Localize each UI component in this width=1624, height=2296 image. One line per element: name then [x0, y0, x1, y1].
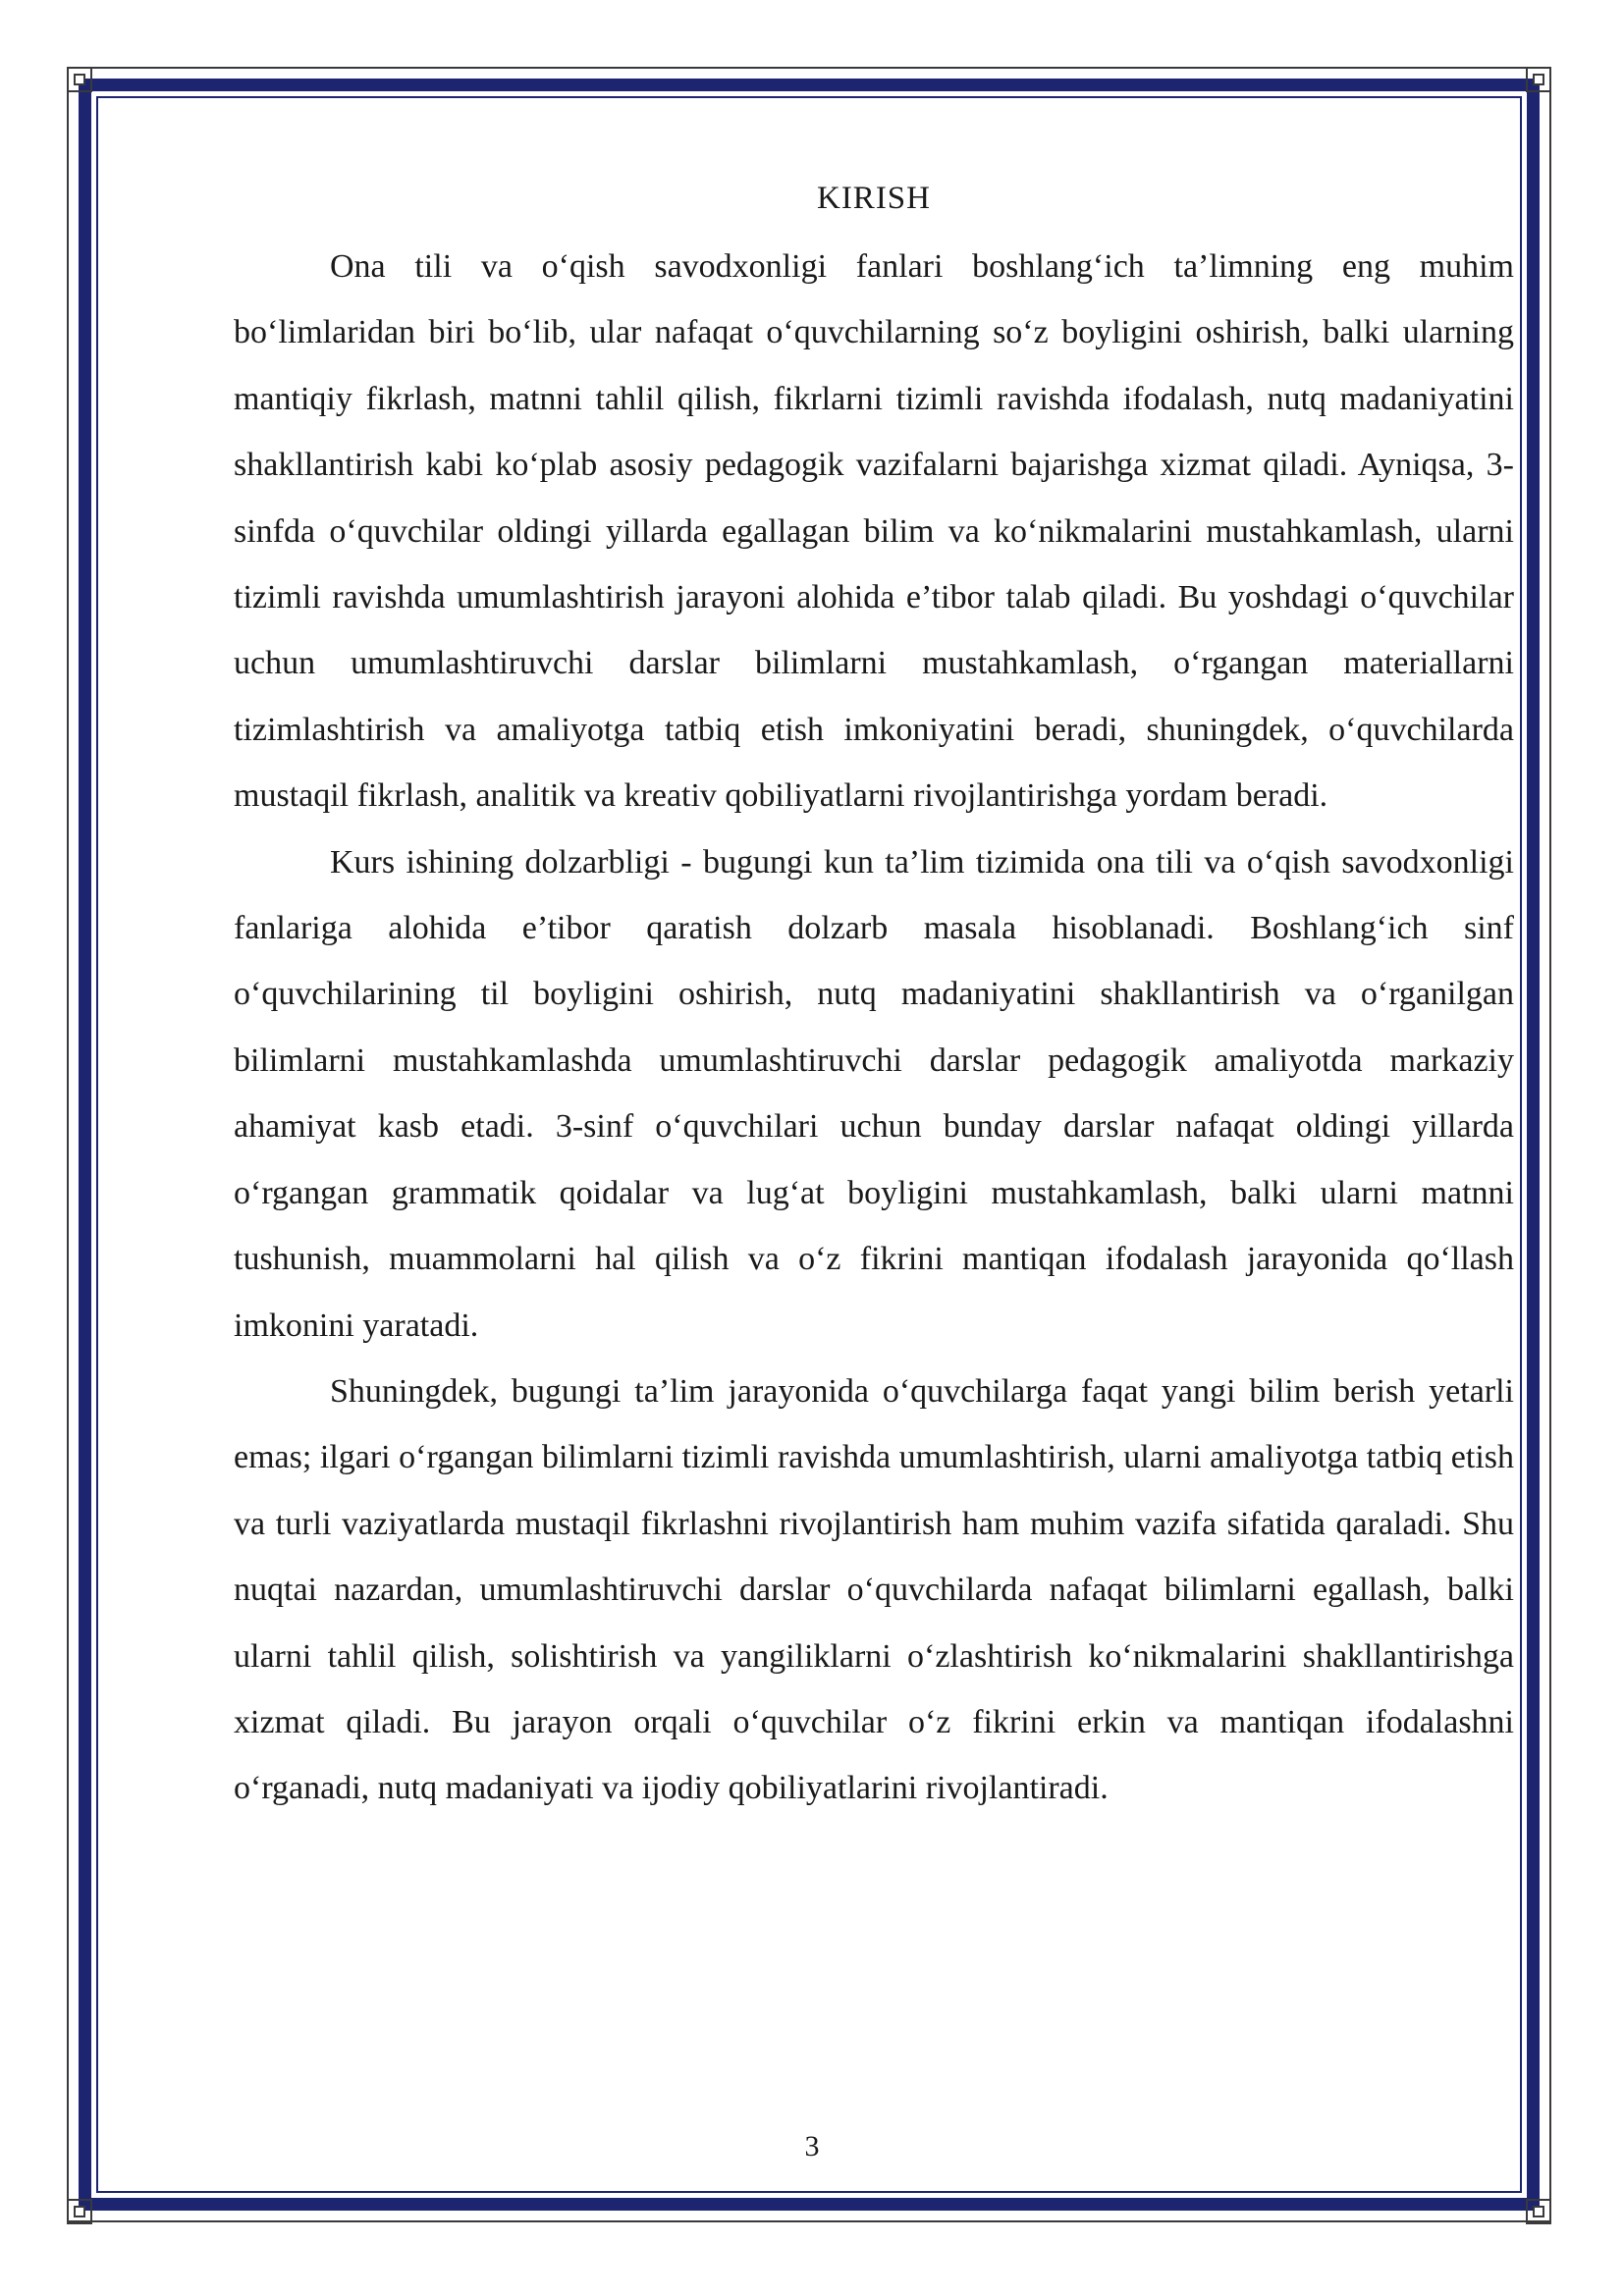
section-title: KIRISH: [816, 181, 931, 216]
paragraph: Kurs ishining dolzarbligi - bugungi kun ta’lim tizimida ona tili va o‘qish savodxonligi fanlariga alohida e’tibor qaratish dolzarb masala hisoblanadi. Boshlang‘ich sinf o‘quvchilarining til boyligini oshirish, nutq madaniyatini shakllantirish va o‘rganilgan bilimlarni mustahkamlashda umumlashtiruvchi darslar pedagogik amaliyotda markaziy ahamiyat kasb etadi. 3-sinf o‘quvchilari uchun bunday darslar nafaqat oldingi yillarda o‘rgangan grammatik qoidalar va lug‘at boyligini mustahkamlash, balki ularni matnni tushunish, muammolarni hal qilish va o‘z fikrini mantiqan ifodalash jarayonida qo‘llash imkonini yaratadi.: [234, 843, 1514, 1344]
frame-corner-ornament: [63, 63, 96, 96]
frame-corner-ornament: [1522, 63, 1555, 96]
frame-corner-ornament: [1522, 2195, 1555, 2228]
frame-corner-ornament: [63, 2195, 96, 2228]
page-number: 3: [804, 2130, 820, 2163]
paragraph: Shuningdek, bugungi ta’lim jarayonida o‘quvchilarga faqat yangi bilim berish yetarli emas; ilgari o‘rgangan bilimlarni tizimli ravishda umumlashtirish, ularni amaliyotga tatbiq etish va turli vaziyatlarda mustaqil fikrlashni rivojlantirish ham muhim vazifa sifatida qaraladi. Shu nuqtai nazardan, umumlashtiruvchi darslar o‘quvchilarda nafaqat bilimlarni egallash, balki ularni tahlil qilish, solishtirish va yangiliklarni o‘zlashtirish ko‘nikmalarini shakllantirishga xizmat qiladi. Bu jarayon orqali o‘quvchilar o‘z fikrini erkin va mantiqan ifodalashni o‘rganadi, nutq madaniyati va ijodiy qobiliyatlarini rivojlantiradi.: [234, 1372, 1514, 1807]
document-body: [234, 173, 1514, 1822]
paragraph: Ona tili va o‘qish savodxonligi fanlari boshlang‘ich ta’limning eng muhim bo‘limlaridan biri bo‘lib, ular nafaqat o‘quvchilarning so‘z boyligini oshirish, balki ularning mantiqiy fikrlash, matnni tahlil qilish, fikrlarni tizimli ravishda ifodalash, nutq madaniyatini shakllantirish kabi ko‘plab asosiy pedagogik vazifalarni bajarishga xizmat qiladi. Ayniqsa, 3-sinfda o‘quvchilar oldingi yillarda egallagan bilim va ko‘nikmalarini mustahkamlash, ularni tizimli ravishda umumlashtirish jarayoni alohida e’tibor talab qiladi. Bu yoshdagi o‘quvchilar uchun umumlashtiruvchi darslar bilimlarni mustahkamlash, o‘rgangan materiallarni tizimlashtirish va amaliyotga tatbiq etish imkoniyatini beradi, shuningdek, o‘quvchilarda mustaqil fikrlash, analitik va kreativ qobiliyatlarni rivojlantirishga yordam beradi.: [234, 248, 1514, 815]
